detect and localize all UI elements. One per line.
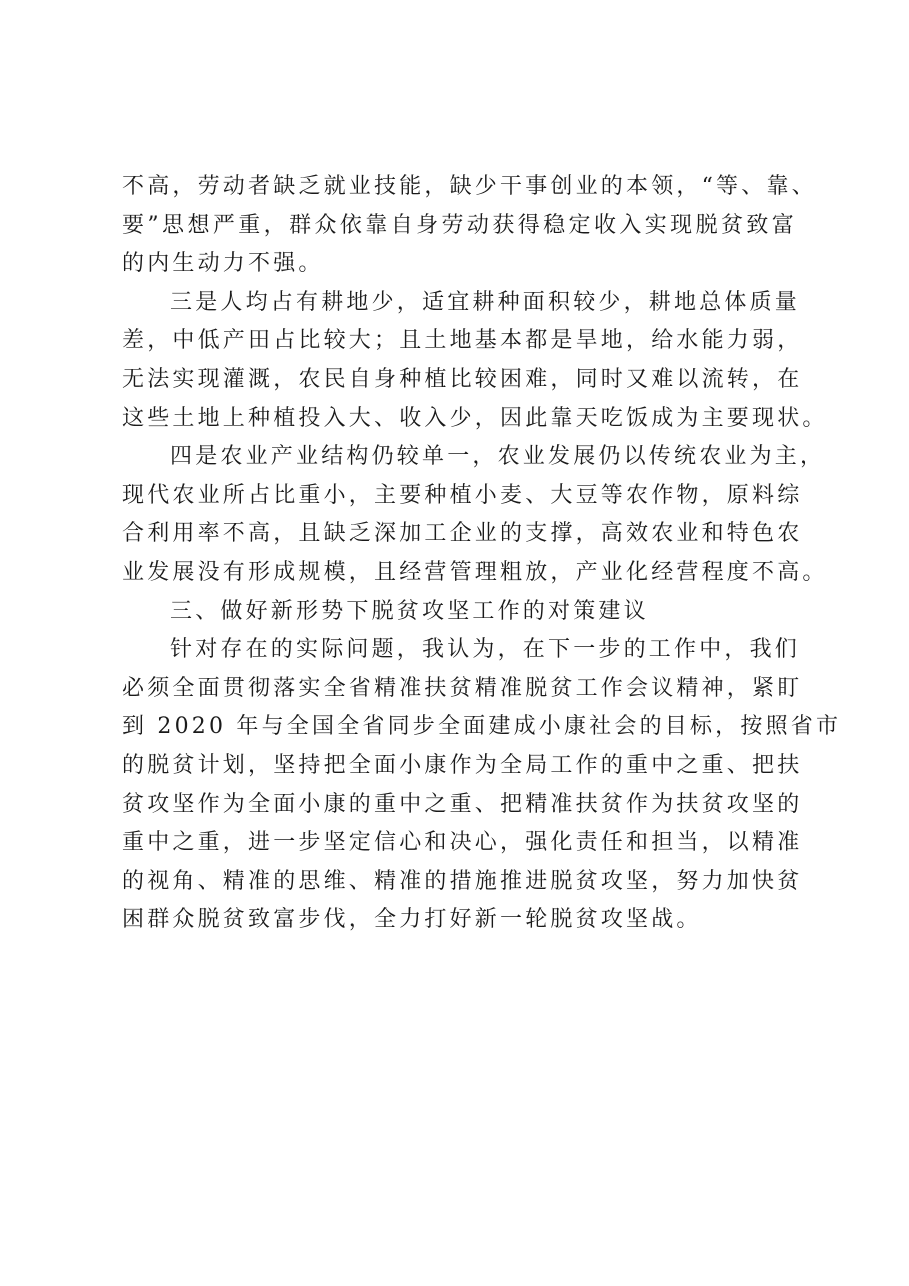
text-line: 针对存在的实际问题，我认为，在下一步的工作中，我们 (170, 637, 801, 663)
text-line: 无法实现灌溉，农民自身种植比较困难，同时又难以流转，在 (122, 366, 803, 392)
text-line: 的视角、精准的思维、精准的措施推进脱贫攻坚，努力加快贫 (122, 868, 803, 894)
text-line: 重中之重，进一步坚定信心和决心，强化责任和担当，以精准 (122, 830, 803, 856)
text-line: 这些土地上种植投入大、收入少，因此靠天吃饭成为主要现状。 (122, 405, 828, 431)
text-line: 的内生动力不强。 (122, 251, 324, 277)
text-line: 差，中低产田占比较大；且土地基本都是旱地，给水能力弱， (122, 328, 803, 354)
section-heading (122, 593, 797, 632)
text-line: 到 2020 年与全国全省同步全面建成小康社会的目标，按照省市 (122, 714, 842, 740)
heading-text: 三、做好新形势下脱贫攻坚工作的对策建议 (170, 598, 649, 624)
text-line: 不高，劳动者缺乏就业技能，缺少干事创业的本领，“等、靠、 (122, 174, 817, 199)
paragraph-continuation (122, 168, 817, 284)
text-line: 业发展没有形成规模，且经营管理粗放，产业化经营程度不高。 (122, 559, 828, 585)
text-line: 合利用率不高，且缺乏深加工企业的支撑，高效农业和特色农 (122, 521, 803, 547)
text-line: 三是人均占有耕地少，适宜耕种面积较少，耕地总体质量 (170, 289, 801, 315)
text-line: 贫攻坚作为全面小康的重中之重、把精准扶贫作为扶贫攻坚的 (122, 791, 803, 817)
text-line: 困群众脱贫致富步伐，全力打好新一轮脱贫攻坚战。 (122, 907, 702, 933)
document-body (122, 168, 842, 940)
text-line: 必须全面贯彻落实全省精准扶贫精准脱贫工作会议精神，紧盯 (122, 675, 803, 701)
paragraph-countermeasures (122, 631, 842, 940)
paragraph-point-three (122, 284, 828, 438)
text-line: 的脱贫计划，坚持把全面小康作为全局工作的重中之重、把扶 (122, 752, 803, 778)
text-line: 现代农业所占比重小，主要种植小麦、大豆等农作物，原料综 (122, 482, 803, 508)
text-line: 要”思想严重，群众依靠自身劳动获得稳定收入实现脱贫致富 (122, 212, 797, 238)
paragraph-point-four (122, 438, 828, 592)
text-line: 四是农业产业结构仍较单一，农业发展仍以传统农业为主， (170, 444, 826, 470)
